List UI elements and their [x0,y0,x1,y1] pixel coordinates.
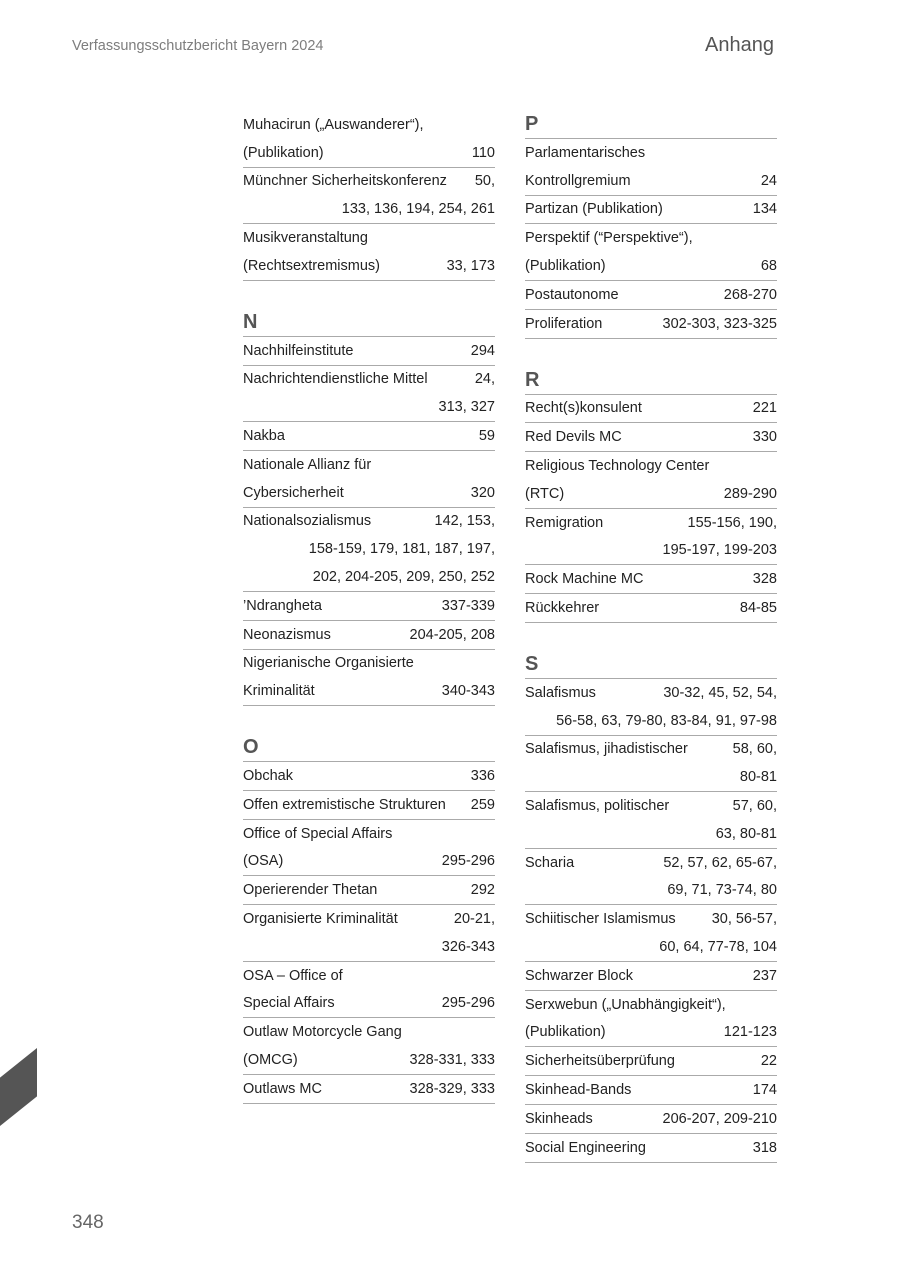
entry-term: Office of Special Affairs [243,825,393,842]
entry-page-refs: 313, 327 [438,399,495,416]
entry-term: Sicherheitsüberprüfung [525,1053,675,1070]
index-entry-line [243,650,495,678]
index-entry [243,1018,495,1075]
entry-page-refs: 59 [478,428,495,445]
entry-page-refs: 320 [470,484,495,501]
index-entry-line [525,594,777,622]
entry-term: Kriminalität [243,683,315,700]
entry-page-refs: 295-296 [441,853,495,870]
index-entry-line [243,337,495,365]
entry-page-refs: 294 [470,342,495,359]
entry-term: Skinhead-Bands [525,1082,632,1098]
entry-term: Outlaws MC [243,1080,322,1097]
index-entry-line [525,423,777,451]
entry-page-refs: 84-85 [739,600,777,617]
entry-page-refs: 58, 60, [732,741,777,758]
entry-term: (Publikation) [525,1024,606,1041]
entry-page-refs: 133, 136, 194, 254, 261 [341,201,495,218]
index-entry-line [525,537,777,565]
entry-term: Scharia [525,854,575,871]
entry-page-refs: 326-343 [441,938,495,955]
entry-term: Muhacirun („Auswanderer“), [243,116,424,133]
index-entry [243,422,495,451]
entry-page-refs: 22 [760,1053,777,1070]
index-entry-line [525,281,777,309]
entry-term: Remigration [525,514,604,531]
index-entry [525,905,777,962]
index-entry [243,508,495,592]
entry-term: Salafismus, jihadistischer [525,741,688,758]
entry-term: Nakba [243,428,285,445]
index-entry-line [525,565,777,593]
index-entry-line [243,366,495,394]
entry-page-refs: 268-270 [723,286,777,303]
index-entry-line [525,933,777,961]
index-section [525,651,777,1163]
entry-term: Nationale Allianz für [243,456,372,473]
entry-term: Skinheads [525,1110,593,1127]
index-entry-line [525,877,777,905]
index-entry [243,762,495,791]
entry-page-refs: 30-32, 45, 52, 54, [663,684,777,701]
entry-term: Red Devils MC [525,429,622,446]
index-section [243,111,495,281]
entry-term: Nigerianische Organisierte [243,655,414,672]
index-entry [243,592,495,621]
entry-term: Postautonome [525,286,619,303]
index-letter-heading: S [525,651,777,679]
index-entry-line [243,905,495,933]
index-entry-line [525,1105,777,1133]
index-entry-line [243,479,495,507]
index-entry-line [525,196,777,224]
index-entry [525,849,777,906]
index-entry-line [243,393,495,421]
index-entry [243,366,495,423]
entry-term: (Publikation) [525,258,606,275]
index-entry [243,905,495,962]
entry-page-refs: 155-156, 190, [687,514,777,531]
entry-term: (Publikation) [243,144,324,161]
index-entry-line [243,592,495,620]
index-entry [525,423,777,452]
index-entry [525,509,777,566]
entry-page-refs: 330 [752,429,777,446]
entry-page-refs: 52, 57, 62, 65-67, [663,854,777,871]
index-entry-line [243,563,495,591]
index-entry [243,168,495,225]
index-entry [243,962,495,1019]
index-entry [525,395,777,424]
index-entry-line [243,422,495,450]
entry-page-refs: 50, [474,173,495,190]
index-letter-heading: N [243,309,495,337]
index-entry-line [243,962,495,990]
entry-term: Obchak [243,768,293,785]
index-entry [243,451,495,508]
index-entry [243,876,495,905]
index-entry [525,196,777,225]
index-entry [525,224,777,281]
entry-term: Nachrichtendienstliche Mittel [243,371,428,388]
index-entry [525,991,777,1048]
index-entry-line [243,933,495,961]
index-entry-line [243,224,495,252]
index-entry-line [243,195,495,223]
index-entry-line [525,707,777,735]
entry-page-refs: 33, 173 [446,257,495,274]
entry-page-refs: 63, 80-81 [715,825,777,842]
index-entry-line [525,905,777,933]
entry-page-refs: 302-303, 323-325 [662,315,777,332]
entry-term: (OMCG) [243,1052,298,1068]
entry-term: Serxwebun („Unabhängigkeit“), [525,996,726,1013]
index-column-left [243,111,495,1132]
chapter-tab-marker [0,1048,37,1126]
index-entry-line [243,1075,495,1103]
index-entry-line [243,677,495,705]
entry-term: Cybersicherheit [243,484,344,501]
entry-term: OSA – Office of [243,967,343,984]
entry-page-refs: 20-21, [453,911,495,928]
index-entry [525,736,777,793]
entry-page-refs: 221 [752,400,777,417]
index-letter-heading: O [243,734,495,762]
entry-term: Offen extremistische Strukturen [243,796,446,813]
index-entry-line [525,1047,777,1075]
index-entry [243,1075,495,1104]
entry-page-refs: 328-331, 333 [409,1052,495,1068]
index-entry-line [525,480,777,508]
index-entry [243,111,495,168]
index-entry-line [243,535,495,563]
entry-page-refs: 340-343 [441,683,495,700]
index-entry-line [243,1046,495,1074]
index-entry-line [525,139,777,167]
entry-term: Outlaw Motorcycle Gang [243,1024,402,1041]
index-entry-line [243,508,495,536]
index-section [525,367,777,623]
index-entry [243,621,495,650]
entry-term: (RTC) [525,485,565,502]
entry-page-refs: 204-205, 208 [409,626,495,643]
index-entry [525,139,777,196]
entry-term: Musikveranstaltung [243,230,368,247]
entry-page-refs: 318 [752,1139,777,1156]
index-entry-line [525,252,777,280]
index-entry-line [243,451,495,479]
entry-term: Rock Machine MC [525,571,644,588]
index-entry [525,679,777,736]
index-entry [525,594,777,623]
entry-page-refs: 69, 71, 73-74, 80 [667,882,777,899]
index-entry [243,337,495,366]
entry-term: Proliferation [525,315,603,332]
entry-page-refs: 295-296 [441,995,495,1012]
entry-page-refs: 80-81 [739,769,777,786]
entry-term: Münchner Sicherheitskonferenz [243,173,447,190]
entry-page-refs: 328-329, 333 [409,1080,495,1097]
entry-page-refs: 24, [474,371,495,388]
entry-term: Parlamentarisches [525,144,646,161]
entry-page-refs: 30, 56-57, [711,911,777,928]
entry-term: Recht(s)konsulent [525,400,642,417]
entry-term: Nachhilfeinstitute [243,342,354,359]
entry-page-refs: 259 [470,796,495,813]
running-header-section: Anhang [705,34,774,56]
entry-term: Social Engineering [525,1139,646,1156]
entry-term: Rückkehrer [525,600,600,617]
entry-page-refs: 337-339 [441,597,495,614]
index-entry-line [243,990,495,1018]
entry-page-refs: 60, 64, 77-78, 104 [659,939,777,956]
entry-term: Perspektif (“Perspektive“), [525,230,693,247]
index-entry [243,820,495,877]
entry-term: Kontrollgremium [525,172,631,189]
entry-page-refs: 110 [471,144,495,161]
entry-term: Partizan (Publikation) [525,201,663,218]
entry-term: Schwarzer Block [525,967,633,984]
index-entry-line [525,820,777,848]
index-entry-line [525,509,777,537]
index-entry [525,1105,777,1134]
index-entry-line [525,1076,777,1104]
index-entry-line [243,876,495,904]
entry-page-refs: 56-58, 63, 79-80, 83-84, 91, 97-98 [556,712,777,729]
index-entry-line [243,111,495,139]
index-entry-line [525,1134,777,1162]
index-entry [525,1076,777,1105]
index-entry-line [525,962,777,990]
entry-page-refs: 292 [470,882,495,899]
entry-page-refs: 206-207, 209-210 [662,1110,777,1127]
index-entry-line [525,849,777,877]
index-entry-line [525,167,777,195]
index-entry-line [525,736,777,764]
index-entry-line [243,791,495,819]
index-entry-line [243,621,495,649]
index-entry-line [525,1019,777,1047]
index-section [243,309,495,706]
index-entry-line [243,762,495,790]
index-entry [525,452,777,509]
entry-page-refs: 202, 204-205, 209, 250, 252 [312,569,495,586]
index-section [525,111,777,339]
entry-term: (OSA) [243,853,284,870]
index-entry [525,310,777,339]
index-entry [243,791,495,820]
index-letter-heading: P [525,111,777,139]
index-column-right [525,111,777,1191]
entry-term: Organisierte Kriminalität [243,911,398,928]
index-section [243,734,495,1104]
entry-term: (Rechtsextremismus) [243,257,380,274]
index-entry-line [525,452,777,480]
index-entry-line [243,139,495,167]
index-letter-heading: R [525,367,777,395]
index-entry-line [525,395,777,423]
index-entry [525,792,777,849]
index-entry [525,962,777,991]
entry-term: Nationalsozialismus [243,513,372,530]
index-entry [243,650,495,707]
index-entry-line [243,252,495,280]
entry-term: Neonazismus [243,626,331,643]
index-entry [525,1047,777,1076]
entry-page-refs: 24 [760,172,777,189]
entry-term: Special Affairs [243,995,335,1012]
index-entry-line [525,991,777,1019]
page-number: 348 [72,1212,104,1233]
entry-page-refs: 134 [752,201,777,218]
index-entry-line [525,792,777,820]
index-entry [243,224,495,281]
index-entry-line [525,679,777,707]
entry-page-refs: 336 [470,768,495,785]
entry-page-refs: 57, 60, [732,798,777,815]
entry-page-refs: 174 [752,1082,777,1098]
entry-page-refs: 158-159, 179, 181, 187, 197, [308,541,495,558]
entry-term: Salafismus [525,684,596,701]
entry-page-refs: 142, 153, [434,513,495,530]
index-entry [525,565,777,594]
entry-page-refs: 289-290 [723,485,777,502]
entry-page-refs: 328 [752,571,777,588]
entry-page-refs: 237 [752,967,777,984]
entry-term: ’Ndrangheta [243,597,322,614]
running-header-title: Verfassungsschutzbericht Bayern 2024 [72,38,324,54]
index-entry [525,281,777,310]
entry-term: Religious Technology Center [525,458,710,475]
entry-term: Schiitischer Islamismus [525,911,676,928]
entry-term: Salafismus, politischer [525,798,670,815]
entry-page-refs: 195-197, 199-203 [662,542,777,559]
index-entry-line [243,848,495,876]
entry-page-refs: 68 [760,258,777,275]
index-entry-line [243,820,495,848]
entry-term: Operierender Thetan [243,882,378,899]
index-entry-line [525,224,777,252]
index-entry-line [243,168,495,196]
index-entry-line [525,310,777,338]
entry-page-refs: 121-123 [723,1024,777,1041]
index-entry [525,1134,777,1163]
index-entry-line [243,1018,495,1046]
index-entry-line [525,763,777,791]
